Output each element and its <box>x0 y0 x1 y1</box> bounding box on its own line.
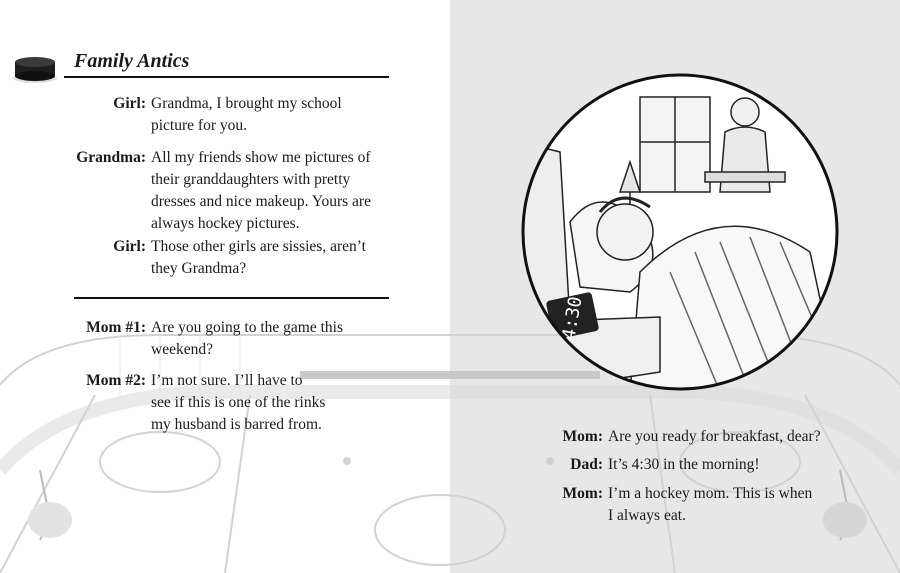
dialogue-line: my husband is barred from. <box>151 416 322 433</box>
bedroom-illustration <box>520 72 840 392</box>
dialogue-line: It’s 4:30 in the morning! <box>608 456 760 473</box>
dialogue-line: dresses and nice makeup. Yours are <box>151 193 371 210</box>
dialogue-line: I’m a hockey mom. This is when <box>608 485 813 502</box>
dialogue-line: Are you ready for breakfast, dear? <box>608 428 821 445</box>
section-divider <box>74 297 389 299</box>
dialogue-line: always hockey pictures. <box>151 215 300 232</box>
section-title: Family Antics <box>74 50 190 72</box>
dialogue-line: see if this is one of the rinks <box>151 394 326 411</box>
speaker-label: Mom #1: <box>86 319 146 336</box>
dialogue-line: weekend? <box>151 341 213 358</box>
dialogue-line: Are you going to the game this <box>151 319 343 336</box>
dialogue-line: All my friends show me pictures of <box>151 149 371 166</box>
speaker-label: Grandma: <box>76 149 146 166</box>
dialogue-line: Grandma, I brought my school <box>151 95 342 112</box>
hockey-puck-icon <box>12 54 58 84</box>
dialogue-line: Those other girls are sissies, aren’t <box>151 238 366 255</box>
alarm-clock-display: 4:30 <box>558 294 587 342</box>
speaker-label: Dad: <box>570 456 603 473</box>
speaker-label: Mom #2: <box>86 372 146 389</box>
speaker-label: Girl: <box>113 238 146 255</box>
speaker-label: Girl: <box>113 95 146 112</box>
dialogue-line: their granddaughters with pretty <box>151 171 351 188</box>
dialogue-line: they Grandma? <box>151 260 247 277</box>
dialogue-line: picture for you. <box>151 117 247 134</box>
dialogue-line: I always eat. <box>608 507 686 524</box>
dialogue-line: I’m not sure. I’ll have to <box>151 372 303 389</box>
speaker-label: Mom: <box>562 485 603 502</box>
title-underline <box>64 76 389 78</box>
speaker-label: Mom: <box>562 428 603 445</box>
